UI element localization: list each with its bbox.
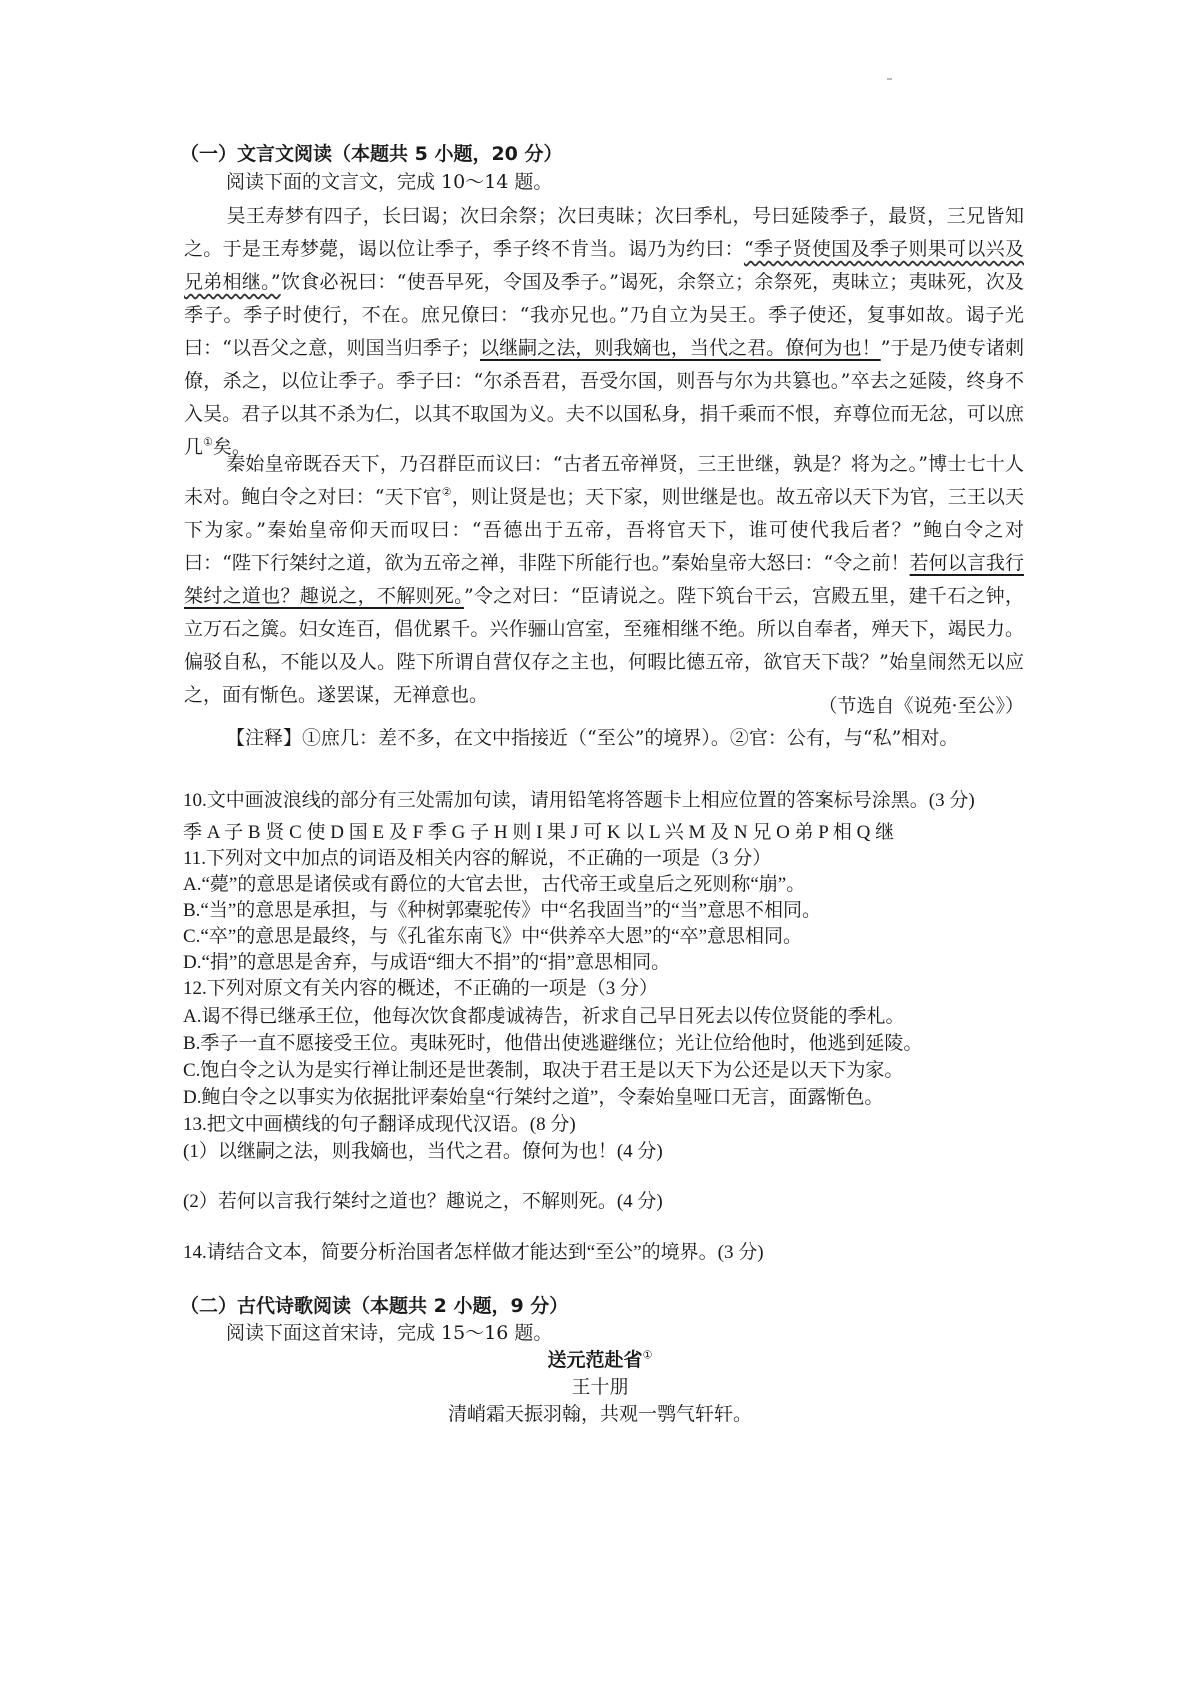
corner-mark [887,78,892,80]
section-heading-1: （一）文言文阅读（本题共 5 小题，20 分） [180,143,563,165]
section-heading-2: （二）古代诗歌阅读（本题共 2 小题，9 分） [180,1295,569,1317]
annotation-notes [184,722,1024,755]
question-11-option-d: D.“捐”的意思是舍弃，与成语“细大不捐”的“捐”意思相同。 [183,952,671,973]
passage-2-text-post: ”令之对曰：“臣请说之。陛下筑台干云，宫殿五里，建千石之钟，立万石之簴。妇女连百，倡优累千。兴作骊山宫室，至雍相继不绝。所以自奉者，殚天下，竭民力。偏驳自私，不能以及人。陛下所谓自营仅存之主也，何暇比德五帝，欲官天下哉？”始皇闹然无以应之，面有惭色。遂罢谋，无禅意也。 [184,585,1024,706]
instruction-2: 阅读下面这首宋诗，完成 15～16 题。 [226,1322,553,1344]
question-14: 14.请结合文本，简要分析治国者怎样做才能达到“至公”的境界。(3 分) [183,1242,764,1263]
question-12-option-b: B.季子一直不愿接受王位。夷昧死时，他借出使逃避继位；光让位给他时，他逃到延陵。 [183,1033,923,1054]
question-10-options: 季 A 子 B 贤 C 使 D 国 E 及 F 季 G 子 H 则 I 果 J 可 K 以 L 兴 M 及 N 兄 O 弟 P 相 Q 继 [183,822,895,843]
source-citation: （节选自《说苑·至公》） [818,695,1024,717]
poem-title-note: ① [642,1348,653,1362]
underlined-sentence-1: 以继嗣之法，则我嫡也，当代之君。僚何为也！ [479,337,881,359]
instruction-1: 阅读下面的文言文，完成 10～14 题。 [226,171,553,193]
passage-1-text: 吴王寿梦有四子，长曰谒；次曰余祭；次曰夷昧；次曰季札，号曰延陵季子，最贤，三兄皆知之。于是王寿梦薨，谒以位让季子，季子终不肯当。谒乃为约曰： [184,205,1024,260]
passage-2-text-mid: ，则让贤是也；天下家，则世继是也。故五帝以天下为官，三王以天下为家。”秦始皇帝仰天而叹曰：“吾德出于五帝，吾将官天下，谁可使代我后者？”鲍白令之对曰：“陛下行桀纣之道，欲为五帝之禅，非陛下所能行也。”秦始皇帝大怒曰：“令之前！ [184,486,1024,574]
wavy-sentence: “季子贤使国及季子则果可以兴及兄弟相继。” [184,238,1024,293]
poem-line-1: 清峭霜天振羽翰，共观一鹗气轩轩。 [447,1403,752,1425]
passage-2 [184,448,1024,712]
question-13: 13.把文中画横线的句子翻译成现代汉语。(8 分) [183,1114,576,1135]
note-ref-2: ② [441,485,452,499]
poem-author: 王十朋 [571,1376,629,1398]
question-12-option-c: C.饱白令之认为是实行禅让制还是世袭制，取决于君王是以天下为公还是以天下为家。 [183,1060,904,1081]
passage-1-end: 矣。 [212,436,251,458]
passage-1-text-post: ”于是乃使专诸刺僚，杀之，以位让季子。季子曰：“尔杀吾君，吾受尔国，则吾与尔为共篡也。”卒去之延陵，终身不入吴。君子以其不杀为仁，以其不取国为义。夫不以国私身，捐千乘而不恨，弃尊位而无忿，可以庶几 [184,337,1024,458]
question-11-option-b: B.“当”的意思是承担，与《种树郭橐驼传》中“名我固当”的“当”意思不相同。 [183,900,822,921]
question-13-part-1: (1）以继嗣之法，则我嫡也，当代之君。僚何为也！(4 分) [183,1141,663,1162]
question-13-part-2: (2）若何以言我行桀纣之道也？趣说之，不解则死。(4 分) [183,1191,663,1212]
passage-2-text: 秦始皇帝既吞天下，乃召群臣而议曰：“古者五帝禅贤，三王世继，孰是？将为之。”博士七十人未对。鲍白令之对曰：“天下官 [184,453,1024,508]
underlined-sentence-2: 若何以言我行桀纣之道也？趣说之，不解则死。 [184,552,1024,607]
notes-text: 【注释】①庶几：差不多，在文中指接近（“至公”的境界）。②官：公有，与“私”相对。 [226,727,959,749]
question-12: 12.下列对原文有关内容的概述，不正确的一项是（3 分） [183,978,659,999]
question-12-option-a: A.谒不得已继承王位，他每次饮食都虔诚祷告，祈求自己早日死去以传位贤能的季札。 [183,1006,905,1027]
passage-1-text-mid: 饮食必祝曰：“使吾早死，令国及季子。”谒死，余祭立；余祭死，夷昧立；夷昧死，次及季子。季子时使行，不在。庶兄僚曰：“我亦兄也。”乃自立为吴王。季子使还，复事如故。谒子光曰：“以吾父之意，则国当归季子； [184,271,1025,359]
passage-1 [184,200,1024,464]
question-11-option-a: A.“薨”的意思是诸侯或有爵位的大官去世，古代帝王或皇后之死则称“崩”。 [183,874,806,895]
poem-title-text: 送元范赴省 [547,1349,643,1371]
question-10: 10.文中画波浪线的部分有三处需加句读，请用铅笔将答题卡上相应位置的答案标号涂黑。(3 分) [183,790,975,811]
question-11-option-c: C.“卒”的意思是最终，与《孔雀东南飞》中“供养卒大恩”的“卒”意思相同。 [183,926,803,947]
question-12-option-d: D.鲍白令之以事实为依据批评秦始皇“行桀纣之道”，令秦始皇哑口无言，面露惭色。 [183,1087,884,1108]
question-11: 11.下列对文中加点的词语及相关内容的解说，不正确的一项是（3 分） [183,848,772,869]
note-ref-1: ① [203,435,213,449]
